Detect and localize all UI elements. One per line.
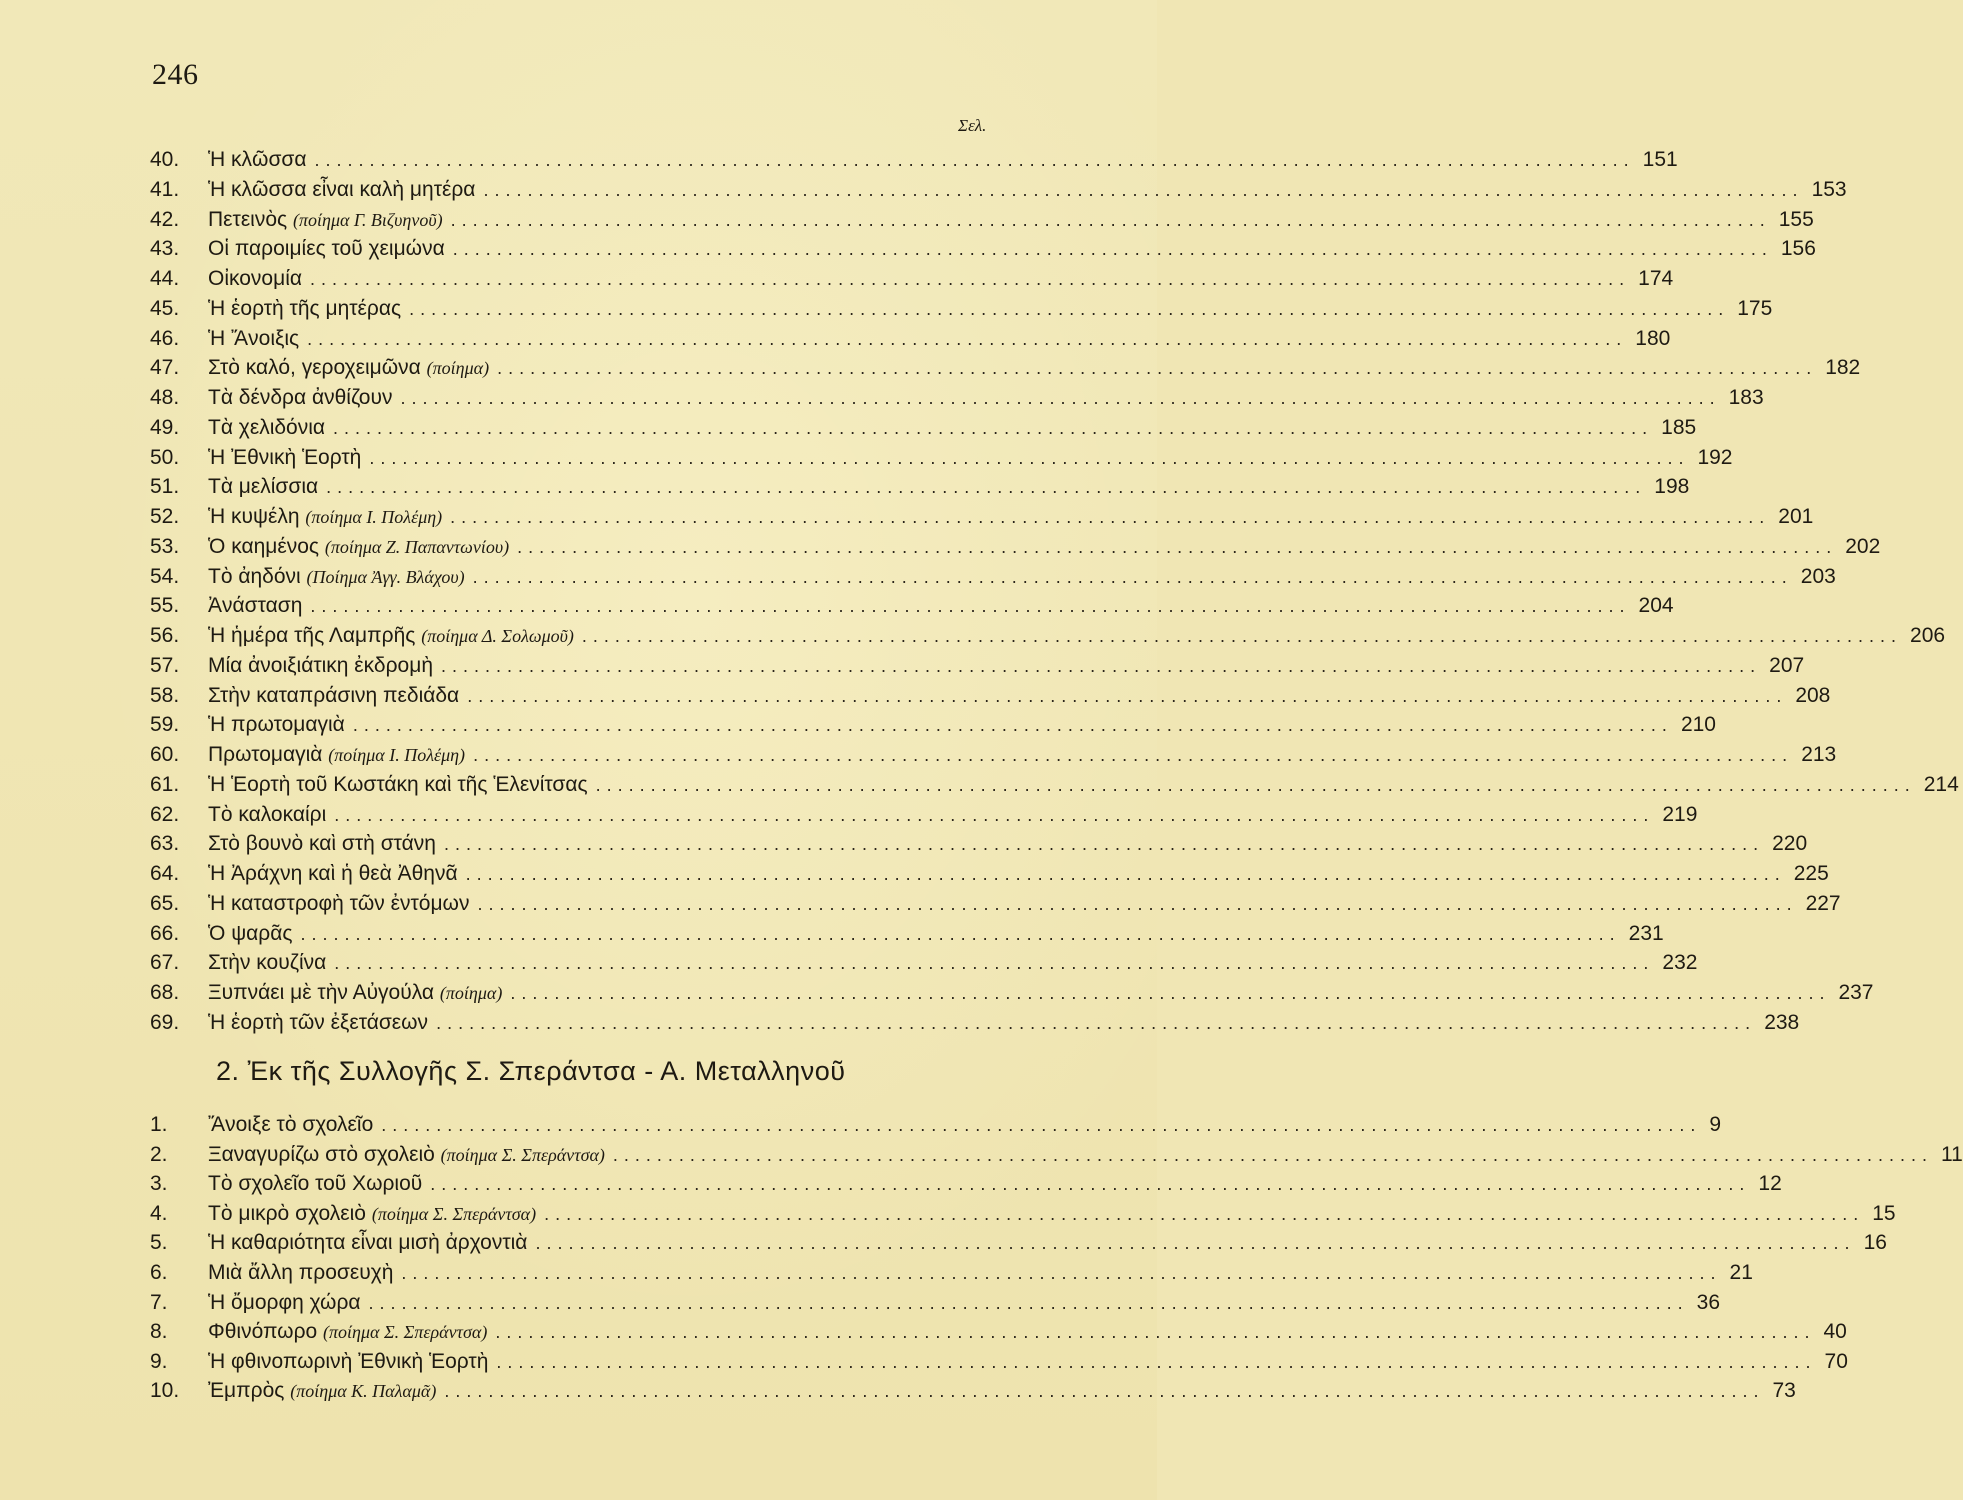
toc-entry-page: 208 (1795, 683, 1831, 707)
toc-leader-dots: ........................................................................................................................ (535, 1233, 1856, 1254)
toc-leader-dots: ........................................................................................................................ (430, 1174, 1751, 1195)
toc-entry-number: 67. (150, 951, 180, 975)
toc-entry-title: Στὸ βουνὸ καὶ στὴ στάνη (208, 832, 436, 856)
toc-entry-page: 153 (1811, 177, 1847, 201)
toc-entry-title-wrap (208, 710, 345, 740)
toc-entry-subtitle: (ποίημα Ι. Πολέμη) (328, 745, 466, 765)
toc-entry-title: Τὰ δένδρα ἀνθίζουν (208, 386, 393, 409)
toc-entry-title-wrap (208, 740, 465, 770)
toc-entry-number: 54. (150, 564, 180, 588)
toc-entry (150, 651, 1805, 681)
toc-entry-subtitle: (ποίημα Κ. Παλαμᾶ) (290, 1381, 437, 1402)
toc-entry-title: Πρωτομαγιὰ (208, 743, 323, 766)
section-heading: 2. Ἐκ τῆς Συλλογῆς Σ. Σπεράντσα - Α. Μεταλληνοῦ (216, 1056, 846, 1086)
toc-entry-subtitle: (ποίημα Σ. Σπεράντσα) (440, 1144, 605, 1165)
toc-entry (150, 294, 1773, 324)
toc-entry (150, 383, 1764, 413)
toc-entry-page: 12 (1758, 1172, 1782, 1196)
toc-entry-page: 73 (1772, 1379, 1796, 1403)
toc-entry-page: 70 (1824, 1349, 1848, 1373)
toc-leader-dots: ........................................................................................................................ (467, 685, 1788, 706)
toc-entry-number: 4. (150, 1201, 168, 1225)
toc-entry (150, 1347, 1848, 1377)
toc-entry-subtitle: (ποίημα Γ. Βιζυηνοῦ) (293, 209, 443, 230)
toc-entry-page: 151 (1642, 148, 1678, 171)
toc-entry-title-wrap (208, 859, 458, 889)
toc-entry-subtitle: (ποίημα Σ. Σπεράντσα) (371, 1203, 537, 1224)
toc-entry-page: 210 (1680, 713, 1716, 737)
toc-entry-page: 204 (1638, 594, 1674, 618)
toc-entry (150, 1288, 1721, 1318)
toc-entry-page: 156 (1780, 237, 1816, 261)
toc-entry-title: Φθινόπωρο (208, 1320, 318, 1344)
toc-entry-number: 52. (150, 505, 180, 528)
toc-entry (150, 1008, 1800, 1038)
toc-entry-title: Ἡ ὄμορφη χώρα (208, 1290, 361, 1314)
toc-entry-number: 1. (150, 1113, 168, 1136)
pages-column-label: Σελ. (958, 116, 987, 135)
toc-entry-title: Ἡ ἡμέρα τῆς Λαμπρῆς (208, 624, 416, 647)
toc-entry (150, 1317, 1847, 1347)
toc-entry (150, 562, 1836, 592)
toc-entry-number: 43. (150, 237, 180, 261)
toc-entry (150, 234, 1816, 264)
toc-leader-dots: ........................................................................................................................ (544, 1203, 1865, 1224)
toc-entry-title-wrap (208, 1288, 361, 1318)
toc-entry-title: Τὰ χελιδόνια (208, 415, 326, 439)
toc-entry (150, 145, 1678, 175)
toc-entry-title: Ἡ Ἀράχνη καὶ ἡ θεὰ Ἀθηνᾶ (208, 862, 458, 885)
toc-entry-number: 68. (150, 981, 180, 1004)
toc-entry-title: Ἡ ἑορτὴ τῶν ἐξετάσεων (208, 1010, 429, 1034)
toc-entry-number: 61. (150, 772, 180, 796)
toc-entry-number: 41. (150, 177, 180, 201)
toc-entry-number: 7. (150, 1290, 168, 1314)
toc-entry-title: Ὁ ψαρᾶς (208, 921, 293, 945)
toc-leader-dots: ........................................................................................................................ (510, 983, 1831, 1003)
toc-entry-title: Τὰ μελίσσια (208, 475, 319, 499)
toc-entry-number: 65. (150, 891, 180, 915)
toc-leader-dots: ........................................................................................................................ (595, 774, 1916, 795)
toc-entry-title-wrap (208, 1169, 422, 1199)
toc-leader-dots: ........................................................................................................................ (450, 209, 1771, 230)
toc-entry-page: 207 (1769, 653, 1805, 677)
toc-entry-title-wrap (208, 502, 442, 532)
toc-entry-number: 60. (150, 743, 180, 766)
toc-entry-number: 40. (150, 148, 180, 171)
toc-entry-number: 56. (150, 624, 180, 647)
toc-entry-title: Οἰκονομία (208, 267, 303, 290)
toc-leader-dots: ........................................................................................................................ (465, 864, 1786, 884)
toc-entry (150, 1228, 1887, 1258)
toc-entry-page: 214 (1923, 772, 1959, 796)
toc-leader-dots: ........................................................................................................................ (401, 1263, 1722, 1283)
toc-entry-title: Ἡ κυψέλη (208, 505, 300, 528)
toc-entry-title: Ἡ Ἐθνικὴ Ἑορτὴ (208, 445, 362, 469)
toc-leader-dots: ........................................................................................................................ (581, 626, 1903, 646)
toc-leader-dots: ........................................................................................................................ (436, 1012, 1757, 1033)
toc-leader-dots: ........................................................................................................................ (334, 804, 1655, 825)
toc-entry (150, 621, 1946, 651)
toc-entry-title: Ὁ καημένος (208, 534, 320, 558)
toc-entry-number: 48. (150, 386, 180, 409)
toc-entry (150, 443, 1733, 473)
toc-entry-subtitle: (ποίημα Δ. Σολωμοῦ) (421, 626, 574, 646)
toc-entry (150, 1110, 1722, 1140)
toc-leader-dots: ........................................................................................................................ (450, 507, 1771, 527)
toc-entry-title-wrap (208, 1317, 487, 1347)
toc-entry-number: 47. (150, 356, 180, 380)
toc-entry-number: 51. (150, 475, 180, 499)
toc-entry-title-wrap (208, 919, 293, 949)
toc-entry-title-wrap (208, 1376, 436, 1406)
toc-entry-title: Ξαναγυρίζω στὸ σχολειὸ (208, 1142, 435, 1166)
toc-entry (150, 948, 1698, 978)
toc-leader-dots: ........................................................................................................................ (310, 596, 1631, 617)
toc-entry-number: 53. (150, 534, 180, 558)
toc-entry-number: 50. (150, 445, 180, 469)
toc-entry (150, 710, 1716, 740)
toc-leader-dots: ........................................................................................................................ (473, 745, 1794, 765)
toc-entry-page: 192 (1697, 445, 1733, 469)
toc-entry-number: 46. (150, 326, 180, 350)
toc-entry (150, 889, 1841, 919)
toc-entry-title-wrap (208, 948, 326, 978)
toc-entry (150, 740, 1837, 770)
toc-entry-title: Οἱ παροιμίες τοῦ χειμώνα (208, 237, 445, 261)
toc-entry (150, 859, 1829, 889)
toc-entry-title: Ἀνάσταση (208, 594, 303, 618)
toc-entry (150, 770, 1959, 800)
toc-entry-number: 59. (150, 713, 180, 737)
toc-leader-dots: ........................................................................................................................ (307, 328, 1628, 349)
toc-entry (150, 1258, 1753, 1288)
toc-entry-title-wrap (208, 383, 392, 413)
toc-entry-number: 63. (150, 832, 180, 856)
toc-entry-title: Πετεινὸς (208, 207, 288, 231)
toc-entry-page: 227 (1805, 891, 1841, 915)
toc-entry-number: 5. (150, 1231, 168, 1255)
toc-entry-title: Ἡ Ἄνοιξις (208, 326, 300, 350)
toc-entry-title-wrap (208, 651, 433, 681)
toc-leader-dots: ........................................................................................................................ (381, 1115, 1702, 1135)
toc-entry-number: 49. (150, 415, 180, 439)
toc-entry-number: 44. (150, 267, 180, 290)
toc-entry-page: 231 (1628, 921, 1664, 945)
toc-entry (150, 1199, 1896, 1229)
toc-entry-title: Στὴν καταπράσινη πεδιάδα (208, 683, 460, 707)
toc-entry-number: 62. (150, 802, 180, 826)
toc-entry-title-wrap (208, 324, 299, 354)
toc-leader-dots: ........................................................................................................................ (497, 358, 1818, 379)
toc-entry-title: Μία ἀνοιξιάτικη ἐκδρομὴ (208, 653, 434, 677)
toc-leader-dots: ........................................................................................................................ (400, 388, 1721, 408)
toc-entry-page: 185 (1661, 415, 1697, 439)
toc-entry-number: 2. (150, 1142, 168, 1166)
toc-leader-dots: ........................................................................................................................ (314, 150, 1635, 170)
toc-entry-page: 175 (1737, 296, 1773, 320)
toc-entry-page: 9 (1709, 1113, 1722, 1136)
toc-entry-page: 198 (1654, 475, 1690, 499)
toc-leader-dots: ........................................................................................................................ (496, 1351, 1817, 1372)
toc-entry-title: Ἐμπρὸς (208, 1379, 285, 1403)
toc-leader-dots: ........................................................................................................................ (472, 566, 1793, 587)
toc-entry (150, 324, 1671, 354)
toc-entry (150, 829, 1808, 859)
toc-entry (150, 800, 1698, 830)
toc-leader-dots: ........................................................................................................................ (452, 239, 1773, 260)
toc-entry-title-wrap (208, 205, 443, 235)
toc-entry-number: 10. (150, 1379, 180, 1403)
toc-entry-title-wrap (208, 1199, 536, 1229)
toc-entry-title-wrap (208, 234, 445, 264)
toc-entry (150, 205, 1814, 235)
toc-entry-title-wrap (208, 1228, 527, 1258)
toc-entry-title-wrap (208, 978, 502, 1008)
toc-entry-number: 8. (150, 1320, 168, 1344)
toc-entry-page: 183 (1728, 386, 1764, 409)
toc-entry-page: 202 (1845, 534, 1881, 558)
toc-entry-number: 9. (150, 1349, 168, 1373)
toc-entry-title: Ἡ κλῶσσα εἶναι καλὴ μητέρα (208, 177, 476, 201)
toc-entry-page: 16 (1863, 1231, 1887, 1255)
toc-entry-page: 219 (1662, 802, 1698, 826)
toc-entry-title-wrap (208, 532, 509, 562)
toc-entry-number: 45. (150, 296, 180, 320)
toc-entry-subtitle: (ποίημα Ι. Πολέμη) (305, 507, 443, 527)
toc-entry-page: 11 (1941, 1142, 1963, 1166)
toc-entry-title: Ἡ ἑορτὴ τῆς μητέρας (208, 296, 402, 320)
toc-entry-title: Στὴν κουζίνα (208, 951, 327, 975)
toc-entry-title: Ἡ Ἑορτὴ τοῦ Κωστάκη καὶ τῆς Ἑλενίτσας (208, 772, 588, 796)
toc-entry (150, 502, 1814, 532)
toc-entry-page: 201 (1778, 505, 1814, 528)
toc-entry-number: 57. (150, 653, 180, 677)
toc-entry-title-wrap (208, 681, 459, 711)
toc-entry-page: 220 (1772, 832, 1808, 856)
toc-entry-title-wrap (208, 413, 325, 443)
toc-entry-page: 182 (1825, 356, 1861, 380)
toc-entry-number: 6. (150, 1261, 168, 1284)
toc-entry-title-wrap (208, 175, 475, 205)
toc-leader-dots: ........................................................................................................................ (612, 1144, 1934, 1165)
toc-entry-title-wrap (208, 1258, 393, 1288)
toc-entry-title-wrap (208, 591, 302, 621)
toc-entry (150, 532, 1881, 562)
toc-leader-dots: ........................................................................................................................ (495, 1322, 1816, 1343)
toc-leader-dots: ........................................................................................................................ (300, 923, 1621, 944)
toc-leader-dots: ........................................................................................................................ (368, 1292, 1689, 1313)
page-number: 246 (152, 58, 199, 91)
toc-entry-title-wrap (208, 800, 326, 830)
toc-leader-dots: ........................................................................................................................ (483, 179, 1804, 200)
toc-entry-title: Στὸ καλό, γεροχειμῶνα (208, 356, 421, 380)
toc-leader-dots: ........................................................................................................................ (477, 893, 1798, 914)
toc-leader-dots: ........................................................................................................................ (310, 269, 1631, 289)
toc-leader-dots: ........................................................................................................................ (369, 447, 1690, 468)
toc-entry-title: Ἡ καθαριότητα εἶναι μισὴ ἀρχοντιὰ (208, 1231, 528, 1255)
toc-entry-page: 225 (1793, 862, 1829, 885)
toc-entry (150, 681, 1831, 711)
toc-leader-dots: ........................................................................................................................ (517, 536, 1838, 557)
toc-entry (150, 264, 1674, 294)
toc-entry (150, 1140, 1963, 1170)
toc-entry-title-wrap (208, 353, 489, 383)
toc-entry-number: 64. (150, 862, 180, 885)
toc-entry (150, 591, 1674, 621)
toc-entry-page: 180 (1635, 326, 1671, 350)
toc-entry-page: 203 (1800, 564, 1836, 588)
toc-entry-title-wrap (208, 770, 588, 800)
toc-entry-title: Τὸ σχολεῖο τοῦ Χωριοῦ (208, 1172, 423, 1196)
toc-entry-page: 21 (1729, 1261, 1753, 1284)
toc-entry-title-wrap (208, 264, 302, 294)
toc-entry-page: 155 (1778, 207, 1814, 231)
toc-leader-dots: ........................................................................................................................ (441, 655, 1762, 676)
toc-leader-dots: ........................................................................................................................ (333, 417, 1654, 438)
toc-entry (150, 919, 1664, 949)
toc-entry-title-wrap (208, 1347, 488, 1377)
toc-entry-page: 206 (1910, 624, 1946, 647)
toc-entry-title-wrap (208, 621, 574, 651)
toc-entry-title-wrap (208, 889, 469, 919)
toc-entry-number: 58. (150, 683, 180, 707)
toc-leader-dots: ........................................................................................................................ (352, 715, 1673, 736)
toc-entry (150, 1376, 1796, 1406)
toc-leader-dots: ........................................................................................................................ (334, 953, 1655, 974)
toc-entry-subtitle: (ποίημα) (439, 983, 503, 1003)
toc-entry-title-wrap (208, 472, 318, 502)
toc-entry-subtitle: (Ποίημα Ἀγγ. Βλάχου) (306, 566, 465, 587)
toc-entry-subtitle: (ποίημα) (426, 358, 490, 379)
toc-entry (150, 1169, 1782, 1199)
toc-entry (150, 175, 1847, 205)
toc-entry (150, 978, 1874, 1008)
toc-entry-title-wrap (208, 562, 465, 592)
toc-entry-page: 232 (1662, 951, 1698, 975)
toc-entry-page: 40 (1823, 1320, 1847, 1344)
toc-entry-subtitle: (ποίημα Σ. Σπεράντσα) (323, 1322, 488, 1343)
toc-entry-number: 42. (150, 207, 180, 231)
toc-entry-title: Ἡ κλῶσσα (208, 148, 307, 171)
toc-entry-page: 238 (1764, 1010, 1800, 1034)
toc-entry-title-wrap (208, 294, 401, 324)
toc-entry (150, 413, 1697, 443)
toc-leader-dots: ........................................................................................................................ (444, 1381, 1765, 1402)
toc-entry-title: Τὸ ἀηδόνι (208, 564, 301, 588)
toc-entry-title-wrap (208, 1110, 373, 1140)
toc-entry-title: Τὸ καλοκαίρι (208, 802, 327, 826)
toc-entry-number: 55. (150, 594, 180, 618)
toc-entry-subtitle: (ποίημα Ζ. Παπαντωνίου) (324, 536, 510, 557)
toc-entry (150, 472, 1690, 502)
toc-entry-title: Μιὰ ἄλλη προσευχὴ (208, 1261, 394, 1284)
toc-leader-dots: ........................................................................................................................ (326, 477, 1647, 498)
toc-entry-title: Ἡ καταστροφὴ τῶν ἐντόμων (208, 891, 470, 915)
toc-entry-title: Ἡ πρωτομαγιὰ (208, 713, 345, 737)
toc-leader-dots: ........................................................................................................................ (443, 834, 1765, 855)
toc-entry-title-wrap (208, 145, 307, 175)
toc-entry-page: 15 (1872, 1201, 1896, 1225)
toc-entry-page: 36 (1696, 1290, 1721, 1314)
toc-entry-page: 174 (1638, 267, 1674, 290)
toc-entry-title-wrap (208, 1008, 428, 1038)
toc-entry-page: 213 (1801, 743, 1837, 766)
toc-entry-page: 237 (1838, 981, 1874, 1004)
toc-entry-title-wrap (208, 443, 361, 473)
toc-entry-number: 69. (150, 1010, 180, 1034)
toc-entry-title: Τὸ μικρὸ σχολειὸ (208, 1201, 366, 1225)
toc-entry-title: Ξυπνάει μὲ τὴν Αὐγούλα (208, 981, 435, 1004)
toc-entry (150, 353, 1861, 383)
toc-leader-dots: ........................................................................................................................ (409, 298, 1730, 319)
toc-entry-title-wrap (208, 829, 436, 859)
toc-entry-number: 66. (150, 921, 180, 945)
toc-entry-title: Ἡ φθινοπωρινὴ Ἐθνικὴ Ἑορτὴ (208, 1349, 489, 1373)
toc-entry-title: Ἄνοιξε τὸ σχολεῖο (208, 1113, 374, 1136)
toc-entry-number: 3. (150, 1172, 168, 1196)
toc-entry-title-wrap (208, 1140, 605, 1170)
